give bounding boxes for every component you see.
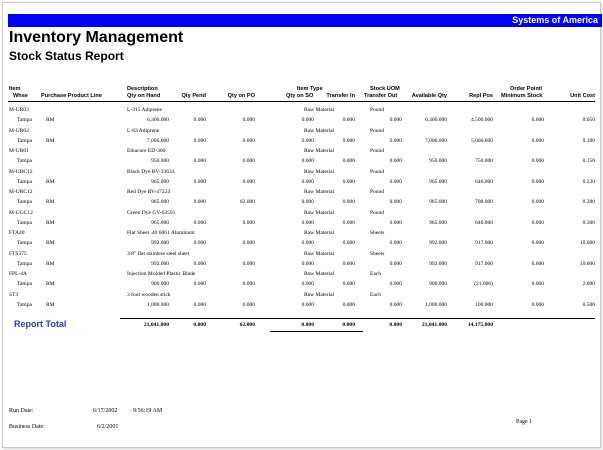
unit-cost: 0.050: [582, 117, 595, 123]
transfer-in: 0.000: [342, 281, 355, 287]
run-date-value: 6/17/2002: [93, 408, 118, 414]
item-type: Raw Material: [304, 209, 335, 216]
col-whse: Whse: [13, 93, 28, 99]
item-description: 3 foot wooden stick: [127, 291, 171, 298]
available-qty: 965.000: [429, 219, 447, 226]
repl-pos: 750.000: [475, 158, 493, 164]
qty-on-so: 0.000: [301, 301, 314, 308]
minimum-stock: 0.000: [531, 158, 544, 164]
total-transfer-out: 0.000: [389, 322, 402, 328]
whse: Tampa: [17, 178, 32, 185]
available-qty: 965.000: [429, 178, 447, 185]
repl-pos: 5,066.000: [471, 137, 493, 144]
available-qty: 992.000: [429, 240, 447, 246]
stock-uom: Pound: [370, 168, 385, 175]
col-available-qty: Available Qty: [411, 93, 447, 99]
qty-on-po: 0.000: [242, 240, 255, 246]
item-description: Green Dye GV-63591: [127, 209, 176, 216]
qty-pend: 0.000: [193, 260, 206, 267]
repl-pos: 917.000: [475, 260, 493, 267]
repl-pos: 646.000: [475, 178, 493, 185]
item-code: M-URC12: [9, 189, 33, 195]
product-line: RM: [46, 240, 55, 246]
product-line: RM: [46, 117, 55, 123]
transfer-in: 0.000: [342, 117, 355, 123]
transfer-in: 0.000: [342, 240, 355, 246]
item-description: Black Dye BV-33633: [127, 168, 175, 175]
minimum-stock: 0.000: [531, 178, 544, 185]
item-type: Raw Material: [304, 271, 335, 277]
item-type: Raw Material: [304, 168, 335, 175]
qty-on-so: 0.000: [301, 199, 314, 205]
col-stock-uom: Stock UOM: [370, 86, 400, 92]
total-rule-top: [120, 318, 595, 319]
qty-on-po: 0.000: [242, 117, 255, 123]
item-code: M-UR02: [9, 127, 29, 134]
business-date-label: Business Date:: [9, 424, 45, 430]
unit-cost: 0.500: [582, 301, 595, 308]
qty-on-hand: 900.000: [151, 281, 169, 287]
total-available-qty: 21,041.000: [421, 322, 447, 328]
qty-on-po: 0.000: [242, 281, 255, 287]
item-code: FTS375: [9, 250, 27, 257]
unit-cost: 0.300: [582, 219, 595, 226]
transfer-in: 0.000: [342, 301, 355, 308]
whse: Tampa: [17, 137, 32, 144]
col-repl-pos: Repl Pos: [469, 93, 493, 99]
item-type: Raw Material: [304, 230, 335, 236]
item-type: Raw Material: [304, 107, 335, 113]
transfer-in: 0.000: [342, 260, 355, 267]
col-unit-cost: Unit Cost: [570, 93, 595, 99]
whse: Tampa: [17, 219, 32, 226]
col-description: Description: [127, 86, 158, 92]
transfer-out: 0.000: [389, 158, 402, 164]
unit-cost: 10.000: [579, 240, 595, 246]
available-qty: 965.000: [429, 199, 447, 205]
company-banner: [8, 14, 602, 27]
available-qty: 1,000.000: [425, 301, 447, 308]
whse: Tampa: [17, 281, 32, 287]
item-type: Raw Material: [304, 189, 335, 195]
col-minimum-stock: Minimum Stock: [501, 93, 543, 99]
col-transfer-in: Transfer In: [326, 93, 355, 99]
item-description: Ethacure ED-300: [127, 148, 166, 154]
qty-on-so: 0.000: [301, 137, 314, 144]
available-qty: 900.000: [429, 281, 447, 287]
total-qty-on-hand: 21,041.000: [143, 322, 169, 328]
col-qty-on-po: Qty on PO: [227, 93, 255, 99]
qty-on-po: 0.000: [242, 137, 255, 144]
repl-pos: 708.000: [475, 199, 493, 205]
item-description: L-83 Adiprene: [127, 127, 160, 134]
qty-pend: 0.000: [193, 219, 206, 226]
qty-on-po: 0.000: [242, 178, 255, 185]
qty-on-hand: 992.000: [151, 240, 169, 246]
stock-uom: Each: [370, 291, 381, 298]
business-date-value: 6/2/2001: [97, 424, 119, 430]
whse: Tampa: [17, 240, 32, 246]
qty-pend: 0.000: [193, 158, 206, 164]
transfer-in: 0.000: [342, 158, 355, 164]
minimum-stock: 0.000: [531, 219, 544, 226]
unit-cost: 10.000: [579, 260, 595, 267]
transfer-out: 0.000: [389, 117, 402, 123]
item-description: Flat Sheet .40 6061 Aluminum: [127, 230, 195, 236]
minimum-stock: 0.000: [531, 240, 544, 246]
col-item-type: Item Type: [297, 86, 323, 92]
transfer-out: 0.000: [389, 301, 402, 308]
item-type: Raw Material: [304, 148, 335, 154]
qty-on-hand: 965.000: [151, 199, 169, 205]
qty-on-so: 0.000: [301, 178, 314, 185]
available-qty: 992.000: [429, 260, 447, 267]
header-rule: [8, 101, 595, 102]
qty-on-hand: 6,306.000: [147, 117, 169, 123]
qty-on-hand: 992.000: [151, 260, 169, 267]
transfer-out: 0.000: [389, 178, 402, 185]
run-time-value: 9:56:19 AM: [133, 408, 163, 414]
product-line: RM: [46, 137, 55, 144]
qty-on-so: 0.000: [301, 260, 314, 267]
product-line: RM: [46, 219, 55, 226]
report-subtitle: Stock Status Report: [9, 49, 124, 63]
run-date-label: Run Date:: [9, 408, 34, 414]
qty-pend: 0.000: [193, 199, 206, 205]
qty-on-so: 0.000: [301, 219, 314, 226]
qty-on-po: 0.000: [242, 158, 255, 164]
product-line: RM: [46, 178, 55, 185]
unit-cost: 2.000: [582, 281, 595, 287]
total-rule-bottom: [270, 331, 363, 332]
qty-on-so: 0.000: [301, 117, 314, 123]
report-total-label: Report Total: [14, 319, 67, 329]
item-code: M-UR01: [9, 148, 29, 154]
transfer-out: 0.000: [389, 199, 402, 205]
qty-on-so: 0.000: [301, 158, 314, 164]
available-qty: 7,006.000: [425, 137, 447, 144]
transfer-out: 0.000: [389, 219, 402, 226]
qty-pend: 0.000: [193, 117, 206, 123]
unit-cost: 0.230: [582, 178, 595, 185]
stock-uom: Pound: [370, 148, 385, 154]
qty-on-hand: 7,006.000: [147, 137, 169, 144]
item-description: Red Dye RV-47224: [127, 189, 171, 195]
qty-on-po: 0.000: [242, 219, 255, 226]
repl-pos: 4,506.000: [471, 117, 493, 123]
page-number: Page 1: [516, 419, 533, 425]
transfer-in: 0.000: [342, 199, 355, 205]
qty-pend: 0.000: [193, 301, 206, 308]
total-qty-on-so: 0.000: [301, 322, 314, 328]
total-repl-pos: 14,175.000: [467, 322, 493, 328]
stock-uom: Each: [370, 271, 381, 277]
col-qty-on-hand: Qty on Hand: [127, 93, 161, 99]
unit-cost: 0.280: [582, 199, 595, 205]
minimum-stock: 0.000: [531, 281, 544, 287]
stock-uom: Sheets: [370, 250, 385, 257]
col-transfer-out: Transfer Out: [364, 93, 398, 99]
col-item: Item: [9, 86, 21, 92]
whse: Tampa: [17, 199, 32, 205]
total-qty-on-po: 62.000: [239, 322, 255, 328]
transfer-in: 0.000: [342, 137, 355, 144]
minimum-stock: 0.000: [531, 117, 544, 123]
item-description: 3/8" flat stainless steel sheet: [127, 250, 190, 257]
item-type: Raw Material: [304, 127, 335, 134]
transfer-in: 0.000: [342, 178, 355, 185]
repl-pos: 100.000: [475, 301, 493, 308]
item-description: Injection Molded Plastic Blade: [127, 271, 196, 277]
item-type: Raw Material: [304, 250, 335, 257]
repl-pos: (21.000): [474, 281, 493, 287]
product-line: RM: [46, 260, 55, 267]
product-line: RM: [46, 281, 55, 287]
col-qty-pend: Qty Pend: [181, 93, 206, 99]
total-transfer-in: 0.000: [342, 322, 355, 328]
minimum-stock: 0.000: [531, 260, 544, 267]
product-line: RM: [46, 199, 55, 205]
qty-on-po: 0.000: [242, 301, 255, 308]
stock-uom: Pound: [370, 107, 385, 113]
transfer-out: 0.000: [389, 260, 402, 267]
qty-on-hand: 1,000.000: [147, 301, 169, 308]
minimum-stock: 0.000: [531, 301, 544, 308]
qty-on-hand: 965.000: [151, 178, 169, 185]
col-order-point: Order Point/: [510, 86, 543, 92]
qty-on-po: 62.000: [239, 199, 255, 205]
qty-pend: 0.000: [193, 281, 206, 287]
whse: Tampa: [17, 158, 32, 164]
unit-cost: 0.100: [582, 137, 595, 144]
col-qty-on-so: Qty on SO: [286, 93, 314, 99]
whse: Tampa: [17, 260, 32, 267]
stock-uom: Pound: [370, 127, 385, 134]
unit-cost: 0.150: [582, 158, 595, 164]
stock-uom: Pound: [370, 189, 385, 195]
item-description: L-315 Adiprene: [127, 107, 162, 113]
company-name: Systems of America: [512, 15, 598, 25]
minimum-stock: 0.000: [531, 137, 544, 144]
qty-on-so: 0.000: [301, 281, 314, 287]
available-qty: 6,306.000: [425, 117, 447, 123]
item-code: FPL-4A: [9, 271, 28, 277]
whse: Tampa: [17, 117, 32, 123]
whse: Tampa: [17, 301, 32, 308]
item-code: FTA40: [9, 230, 25, 236]
item-code: M-UGC12: [9, 209, 33, 216]
repl-pos: 917.000: [475, 240, 493, 246]
qty-on-hand: 965.000: [151, 219, 169, 226]
product-line: RM: [46, 301, 55, 308]
total-qty-pend: 0.000: [193, 322, 206, 328]
item-code: M-UBC12: [9, 168, 33, 175]
qty-pend: 0.000: [193, 137, 206, 144]
item-code: ST3: [9, 291, 19, 298]
qty-pend: 0.000: [193, 240, 206, 246]
stock-uom: Sheets: [370, 230, 385, 236]
transfer-in: 0.000: [342, 219, 355, 226]
transfer-out: 0.000: [389, 281, 402, 287]
available-qty: 950.000: [429, 158, 447, 164]
report-title: Inventory Management: [9, 29, 184, 46]
transfer-out: 0.000: [389, 240, 402, 246]
qty-on-po: 0.000: [242, 260, 255, 267]
repl-pos: 646.000: [475, 219, 493, 226]
minimum-stock: 0.000: [531, 199, 544, 205]
stock-uom: Pound: [370, 209, 385, 216]
item-code: M-UR03: [9, 107, 29, 113]
item-type: Raw Material: [304, 291, 335, 298]
qty-pend: 0.000: [193, 178, 206, 185]
qty-on-so: 0.000: [301, 240, 314, 246]
qty-on-hand: 950.000: [151, 158, 169, 164]
col-purchase-product-line: Purchase Product Line: [41, 93, 102, 99]
transfer-out: 0.000: [389, 137, 402, 144]
